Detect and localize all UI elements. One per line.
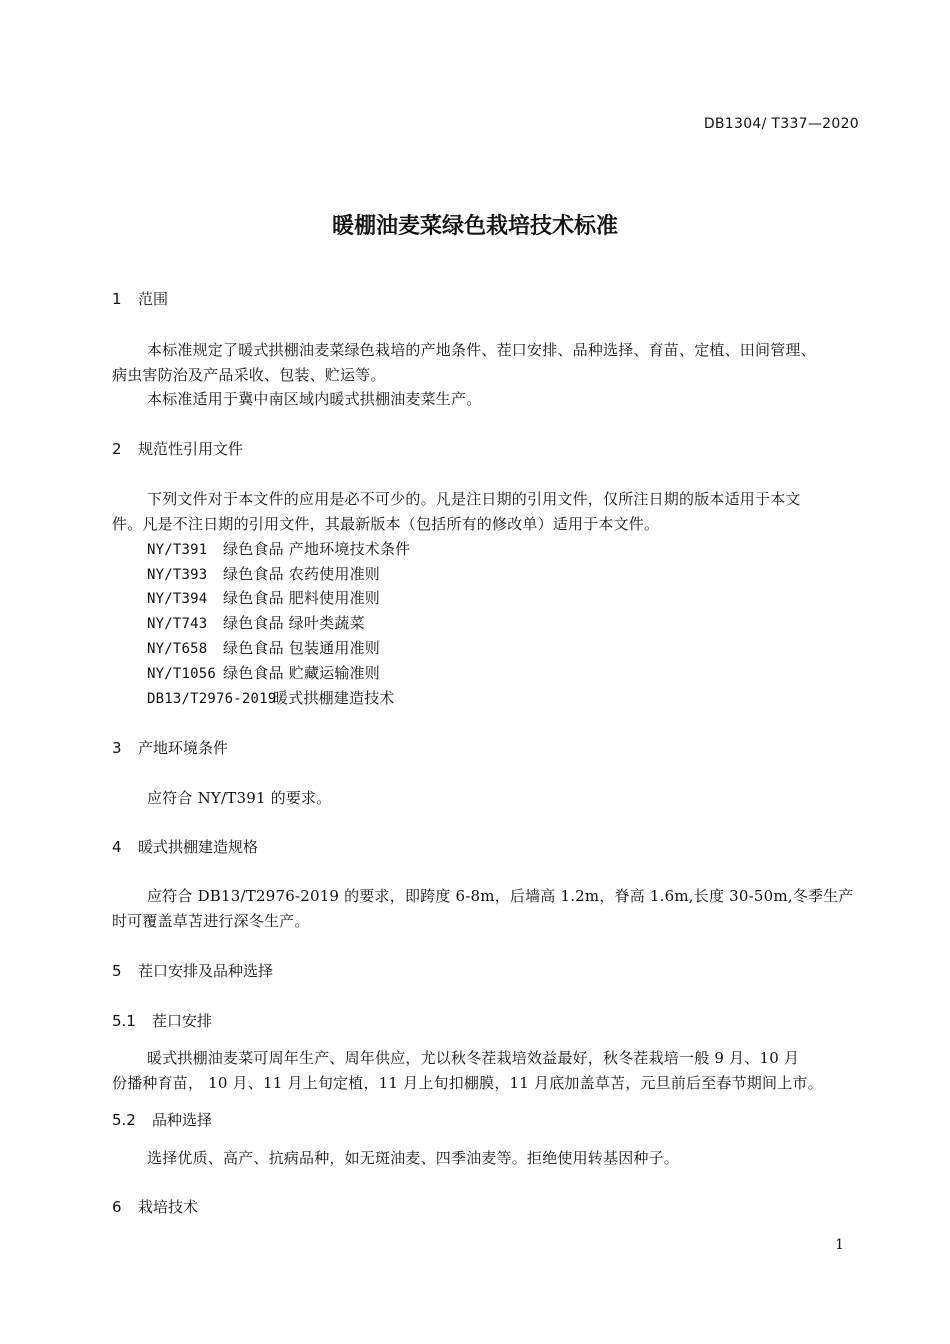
reference-name: 绿色食品 包装通用准则 (223, 639, 380, 657)
section-number: 5 (112, 962, 122, 980)
paragraph-line: 应符合 DB13/T2976-2019 的要求，即跨度 6-8m，后墙高 1.2m，脊高 1.6m,长度 30-50m,冬季生产 (147, 887, 854, 905)
section-6-heading (112, 1196, 198, 1217)
section-number: 1 (112, 290, 122, 308)
section-5-heading (112, 960, 273, 981)
section-5-2-heading (112, 1109, 212, 1130)
reference-name: 绿色食品 产地环境技术条件 (223, 540, 411, 558)
section-1-heading (112, 288, 168, 309)
reference-name: 绿色食品 肥料使用准则 (223, 589, 380, 607)
paragraph-line: 时可覆盖草苫进行深冬生产。 (112, 912, 310, 930)
section-number: 4 (112, 838, 122, 856)
reference-name: 绿色食品 农药使用准则 (223, 565, 380, 583)
section-title: 茬口安排 (152, 1012, 213, 1030)
reference-name: 绿色食品 绿叶类蔬菜 (223, 614, 365, 632)
reference-code: NY/T394 (147, 591, 208, 607)
section-title: 规范性引用文件 (138, 440, 244, 458)
paragraph-line: 应符合 NY/T391 的要求。 (147, 789, 332, 807)
reference-item (147, 538, 410, 559)
page-number: 1 (835, 1237, 844, 1253)
reference-item (147, 662, 380, 683)
paragraph-line: 本标准适用于冀中南区域内暖式拱棚油麦菜生产。 (147, 390, 482, 408)
paragraph-line: 本标准规定了暖式拱棚油麦菜绿色栽培的产地条件、茬口安排、品种选择、育苗、定植、田间管理、 (147, 341, 816, 359)
paragraph-line: 病虫害防治及产品采收、包装、贮运等。 (112, 366, 386, 384)
section-title: 产地环境条件 (138, 739, 229, 757)
reference-code: NY/T391 (147, 542, 208, 558)
section-number: 5.1 (112, 1012, 136, 1030)
section-4-heading (112, 836, 258, 857)
paragraph-line: 下列文件对于本文件的应用是必不可少的。凡是注日期的引用文件，仅所注日期的版本适用于本文 (147, 490, 801, 508)
section-2-heading (112, 438, 243, 459)
reference-item (147, 687, 395, 708)
section-title: 栽培技术 (138, 1198, 199, 1216)
section-title: 暖式拱棚建造规格 (138, 838, 259, 856)
section-number: 6 (112, 1198, 122, 1216)
section-3-heading (112, 737, 228, 758)
document-title: 暖棚油麦菜绿色栽培技术标准 (331, 214, 618, 239)
reference-code: NY/T393 (147, 567, 208, 583)
section-number: 3 (112, 739, 122, 757)
section-title: 品种选择 (152, 1111, 213, 1129)
reference-name: 暖式拱棚建造技术 (273, 689, 395, 707)
paragraph-line: 件。凡是不注日期的引用文件，其最新版本（包括所有的修改单）适用于本文件。 (112, 515, 660, 533)
reference-code: NY/T658 (147, 641, 208, 657)
reference-code: DB13/T2976-2019 (147, 691, 277, 707)
paragraph-line: 选择优质、高产、抗病品种，如无斑油麦、四季油麦等。拒绝使用转基因种子。 (147, 1149, 680, 1167)
section-title: 茬口安排及品种选择 (138, 962, 274, 980)
paragraph-line: 暖式拱棚油麦菜可周年生产、周年供应，尤以秋冬茬栽培效益最好，秋冬茬栽培一般 9 月、10 月 (147, 1049, 800, 1067)
reference-code: NY/T743 (147, 616, 208, 632)
section-5-1-heading (112, 1010, 212, 1031)
reference-item (147, 587, 380, 608)
section-number: 5.2 (112, 1111, 136, 1129)
reference-code: NY/T1056 (147, 666, 217, 682)
section-title: 范围 (138, 290, 169, 308)
section-number: 2 (112, 440, 122, 458)
reference-item (147, 637, 380, 658)
document-code: DB1304/ T337—2020 (703, 116, 859, 132)
paragraph-line: 份播种育苗， 10 月、11 月上旬定植，11 月上旬扣棚膜，11 月底加盖草苫，元旦前后至春节期间上市。 (112, 1074, 823, 1092)
reference-item (147, 563, 380, 584)
reference-item (147, 612, 365, 633)
reference-name: 绿色食品 贮藏运输准则 (223, 664, 380, 682)
